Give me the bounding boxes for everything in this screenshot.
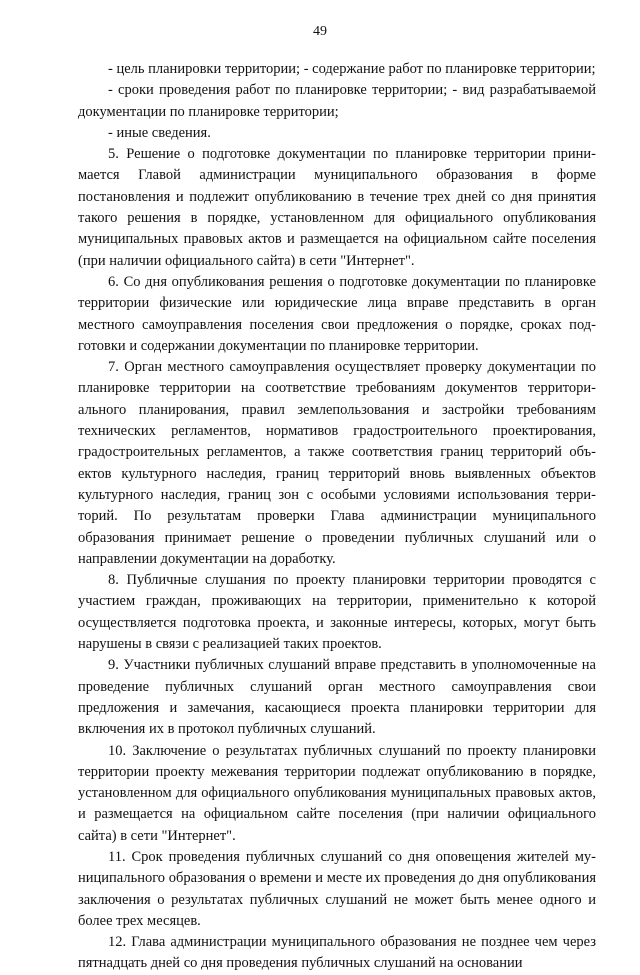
body-text bbox=[78, 59, 596, 975]
paragraph-8: 8. Публичные слушания по проекту планировки территории проводятся с участием граждан, проживающих на территории, применительно к которой осуществляется подготовка проекта, и законные интересы, которых, могут быть нарушены в связи с реализацией таких проектов. bbox=[78, 572, 596, 653]
paragraph-6: 6. Со дня опубликования решения о подготовке документации по планировке территории физические или юридические лица вправе представить в орган местного самоуправления поселения свои предложения о порядке, сроках подготовки и содержании документации по планировке территории. bbox=[78, 273, 596, 354]
paragraph-9: 9. Участники публичных слушаний вправе представить в уполномоченные на проведение публичных слушаний орган местного самоуправления свои предложения и замечания, касающиеся проекта планировки территории для включения их в протокол публичных слушаний. bbox=[78, 657, 596, 738]
paragraph-deadlines: - сроки проведения работ по планировке территории; - вид разрабатываемой документации по планировке территории; bbox=[78, 82, 596, 120]
paragraph-other-info: - иные сведения. bbox=[108, 124, 211, 141]
paragraph-12: 12. Глава администрации муниципального образования не позднее чем через пятнадцать дней со дня проведения публичных слушаний на основании bbox=[78, 934, 596, 972]
paragraph-5: 5. Решение о подготовке документации по планировке территории принимается Главой администрации муниципального образования в форме постановления и подлежит опубликованию в течение трех дней со дня принятия такого решения в порядке, установленном для официального опубликования муниципальных правовых актов и размещается на официальном сайте поселения (при наличии официального сайта) в сети "Интернет". bbox=[78, 146, 596, 269]
paragraph-10: 10. Заключение о результатах публичных слушаний по проекту планировки территории проекту межевания территории подлежат опубликованию в порядке, установленном для официального опубликования муниципальных правовых актов, и размещается на официальном сайте поселения (при наличии официального сайта) в сети "Интернет". bbox=[78, 742, 596, 844]
paragraph-11: 11. Срок проведения публичных слушаний со дня оповещения жителей муниципального образования о времени и месте их проведения до дня опубликования заключения о результатах публичных слушаний не может быть менее одного и более трех месяцев. bbox=[78, 848, 596, 929]
page-number: 49 bbox=[313, 24, 327, 39]
paragraph-goal: - цель планировки территории; - содержание работ по планировке территории; bbox=[108, 61, 596, 77]
paragraph-7: 7. Орган местного самоуправления осуществляет проверку документации по планировке территории на соответствие требованиям документов территориального планирования, правил землепользования и застройки требованиям технических регламентов, нормативов градостроительного проектирования, градостроительных регламентов, а также соответствия границ территорий объектов культурного наследия, границ территорий вновь выявленных объектов культурного наследия, границ зон с особыми условиями использования территорий. По результатам проверки Глава администрации муниципального образования принимает решение о проведении публичных слушаний или о направлении документации на доработку. bbox=[78, 359, 596, 567]
